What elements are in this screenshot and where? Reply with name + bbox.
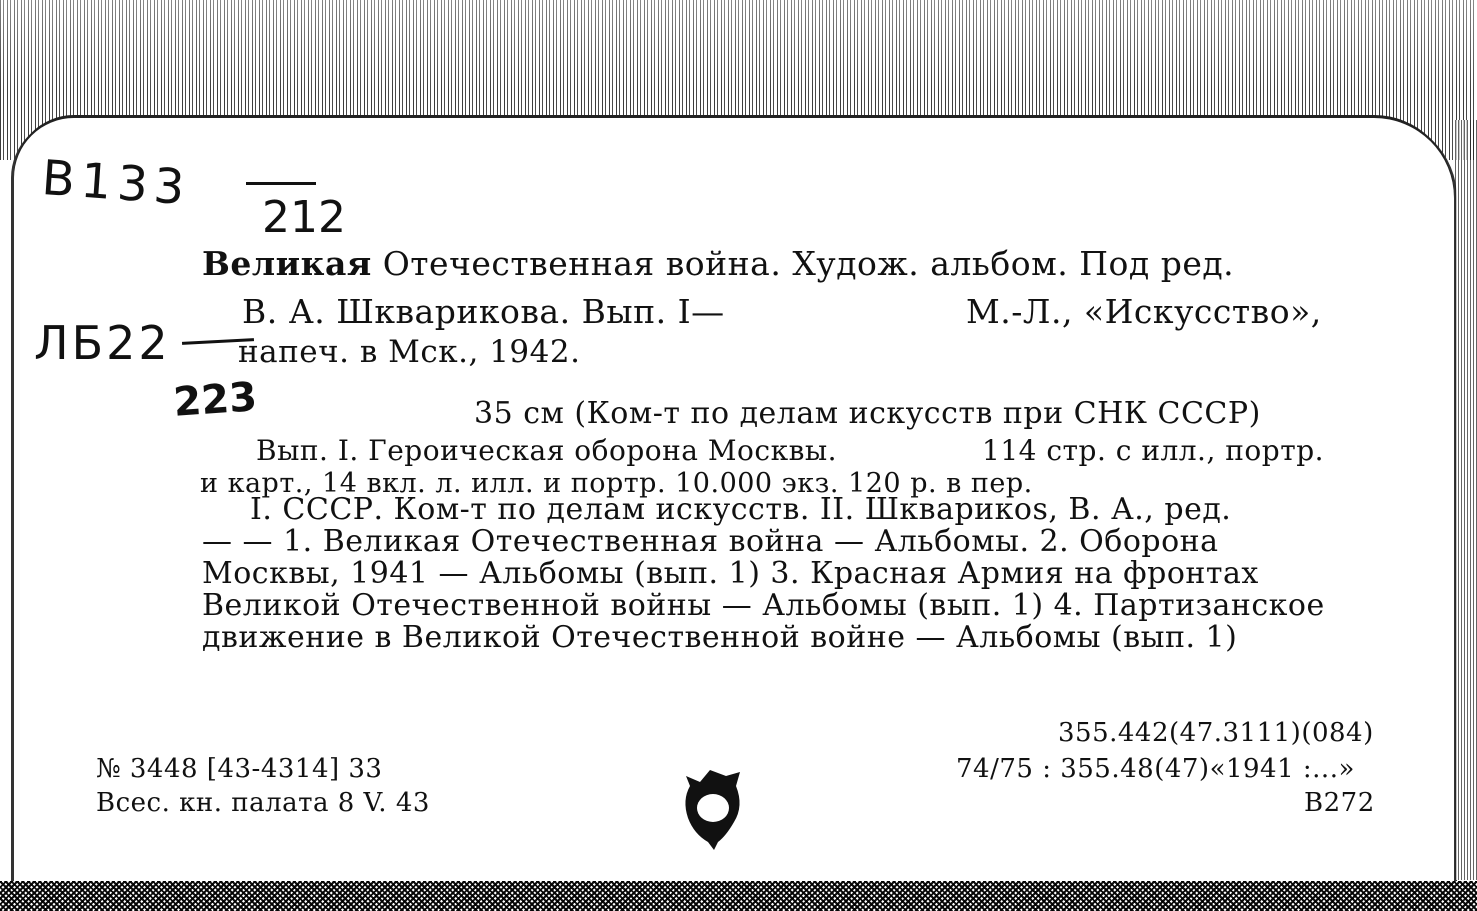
entry-title: [202, 244, 1234, 283]
record-number: № 3448 [43-4314] 33: [96, 754, 383, 784]
handwritten-code-number: 212: [262, 192, 346, 243]
entry-extent: и карт., 14 вкл. л. илл. и портр. 10.000 экз. 120 р. в пер.: [200, 468, 1033, 499]
handwritten-code-top: B133: [40, 150, 193, 217]
handwritten-code-mid: 223: [172, 374, 259, 426]
entry-title-rest: Отечественная война. Худож. альбом. Под ред.: [371, 244, 1235, 283]
handwritten-code-left: ЛБ22: [34, 316, 171, 370]
subject-line-2: — — 1. Великая Отечественная война — Альбомы. 2. Оборона: [202, 524, 1219, 559]
classification-3: B272: [1304, 788, 1375, 818]
entry-volume: Вып. I. Героическая оборона Москвы.: [256, 434, 838, 467]
subject-line-3: Москвы, 1941 — Альбомы (вып. 1) 3. Красная Армия на фронтах: [202, 556, 1259, 591]
entry-publisher: М.-Л., «Искусство»,: [966, 292, 1322, 331]
classification-2: 74/75 : 355.48(47)«1941 :...»: [956, 754, 1355, 784]
classification-1: 355.442(47.3111)(084): [1058, 718, 1374, 748]
entry-printed: напеч. в Мск., 1942.: [238, 334, 581, 370]
subject-line-5: движение в Великой Отечественной войне — Альбомы (вып. 1): [202, 620, 1238, 655]
subject-line-4: Великой Отечественной войны — Альбомы (вып. 1) 4. Партизанское: [202, 588, 1325, 623]
scan-noise-fade: [0, 0, 1477, 90]
entry-editor: В. А. Шкварикова. Вып. I—: [242, 292, 725, 331]
handwritten-stroke: [246, 182, 316, 185]
entry-size: 35 см (Ком-т по делам искусств при СНК СССР): [474, 396, 1261, 431]
subject-line-1: I. СССР. Ком-т по делам искусств. II. Шкварикоs, В. А., ред.: [250, 492, 1232, 527]
scan-noise-bottom: [0, 881, 1477, 911]
chamber-line: Всес. кн. палата 8 V. 43: [96, 788, 430, 818]
entry-title-bold: Великая: [202, 244, 372, 283]
punch-hole-icon: [680, 762, 746, 850]
entry-pages: 114 стр. с илл., портр.: [982, 434, 1325, 467]
scan-noise-right: [1455, 120, 1477, 880]
